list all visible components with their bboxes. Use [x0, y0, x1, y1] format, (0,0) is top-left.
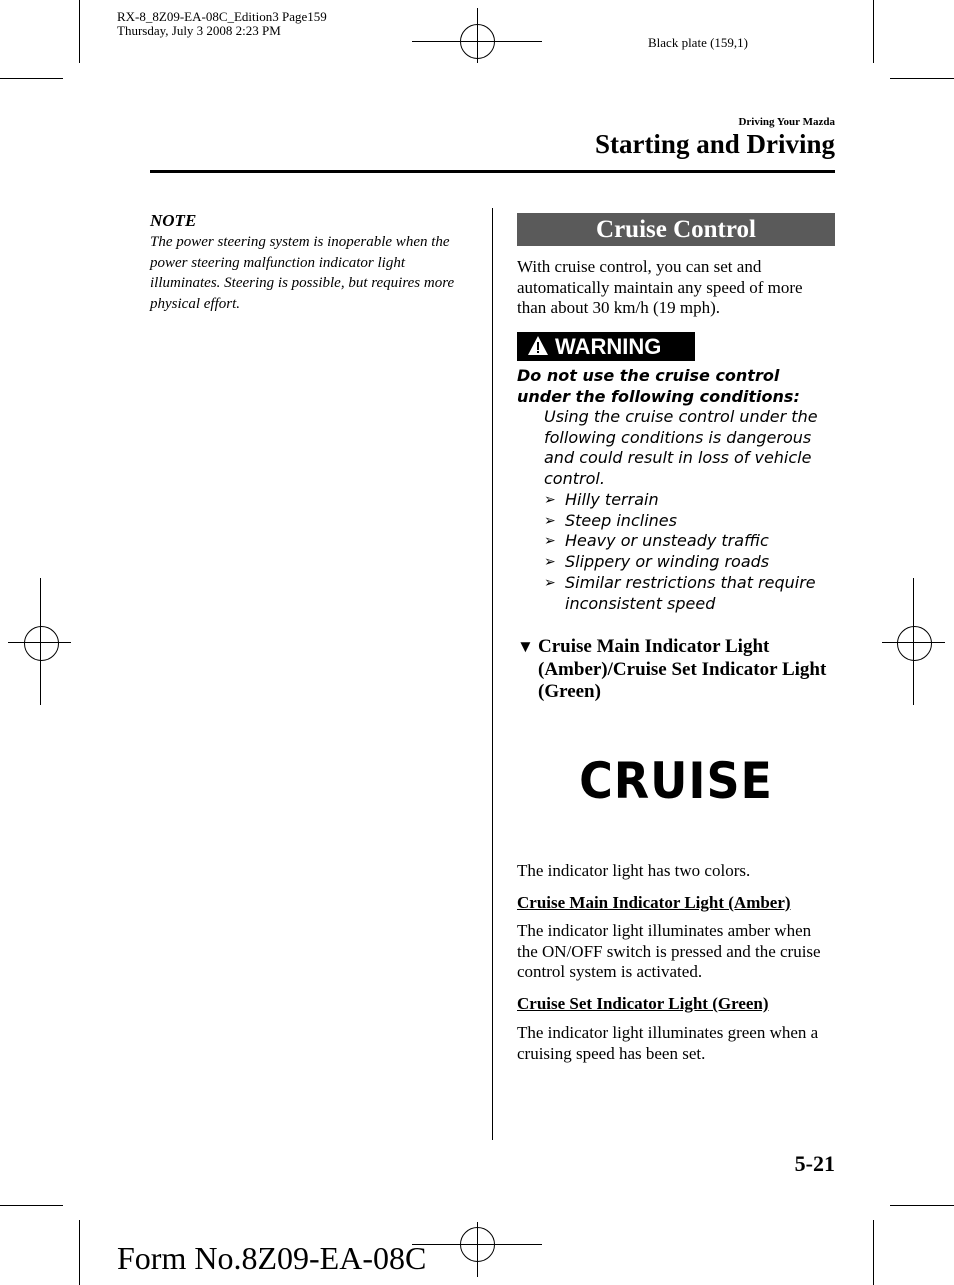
warning-text: WARNING	[555, 334, 662, 359]
arrow-bullet-icon: ➢	[544, 574, 556, 591]
section-title: Starting and Driving	[594, 129, 835, 159]
warning-body: Using the cruise control under the following conditions is dangerous and could result in loss of vehicle control.	[544, 407, 818, 489]
crop-mark	[79, 0, 80, 63]
list-item: ➢ Slippery or winding roads	[544, 552, 770, 572]
crop-mark	[0, 78, 63, 79]
note-title: NOTE	[150, 211, 197, 230]
two-colors-text: The indicator light has two colors.	[517, 861, 751, 880]
header-rule	[150, 170, 835, 173]
warning-label	[517, 332, 695, 361]
print-file-line: RX-8_8Z09-EA-08C_Edition3 Page159	[117, 9, 327, 24]
green-text: The indicator light illuminates green when a cruising speed has been set.	[517, 1023, 819, 1063]
arrow-bullet-icon: ➢	[544, 492, 556, 508]
intro-paragraph: With cruise control, you can set and automatically maintain any speed of more than about 30 km/h (19 mph).	[517, 257, 803, 317]
amber-heading: Cruise Main Indicator Light (Amber)	[517, 893, 791, 912]
warning-conditions-list	[544, 490, 834, 614]
triangle-bullet-icon: ▼	[517, 637, 534, 656]
arrow-bullet-icon: ➢	[544, 554, 556, 571]
crop-mark	[890, 1205, 954, 1206]
crop-mark	[890, 78, 954, 79]
green-heading: Cruise Set Indicator Light (Green)	[517, 994, 769, 1013]
list-item: ➢ Steep inclines	[544, 510, 677, 530]
print-date-line: Thursday, July 3 2008 2:23 PM	[117, 23, 281, 38]
list-item: ➢ Hilly terrain	[544, 490, 659, 509]
crop-mark	[0, 1205, 63, 1206]
chapter-label: Driving Your Mazda	[738, 116, 835, 128]
arrow-bullet-icon: ➢	[544, 533, 556, 550]
warning-triangle-icon	[527, 335, 549, 357]
crop-mark	[873, 1220, 874, 1285]
note-body: The power steering system is inoperable when the power steering malfunction indicator light illuminates. Steering is possible, but requires more physical effort.	[150, 234, 455, 312]
indicator-subheading: ▼ Cruise Main Indicator Light (Amber)/Cruise Set Indicator Light (Green)	[517, 636, 827, 702]
crop-mark	[873, 0, 874, 63]
plate-label: Black plate (159,1)	[648, 35, 748, 50]
amber-text: The indicator light illuminates amber when the ON/OFF switch is pressed and the cruise control system is activated.	[517, 921, 821, 981]
arrow-bullet-icon: ➢	[544, 512, 556, 529]
cruise-indicator-symbol: CRUISE	[579, 752, 773, 810]
page-number: 5-21	[794, 1151, 835, 1176]
list-item: ➢ Similar restrictions that require inconsistent speed	[544, 572, 816, 613]
cruise-control-banner: Cruise Control	[517, 213, 835, 246]
column-divider	[492, 208, 493, 1140]
note-block	[150, 210, 470, 314]
warning-heading: Do not use the cruise control under the following conditions:	[517, 366, 800, 406]
list-item: ➢ Heavy or unsteady traffic	[544, 531, 769, 551]
crop-mark	[79, 1220, 80, 1285]
form-number: Form No.8Z09-EA-08C	[117, 1240, 427, 1276]
